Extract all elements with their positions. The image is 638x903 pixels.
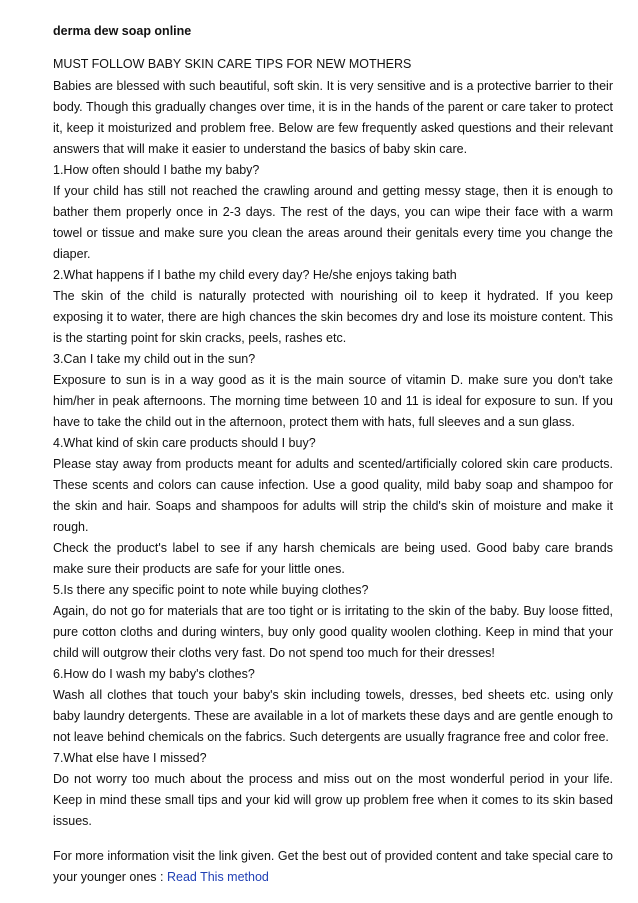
answer-3: Exposure to sun is in a way good as it is the main source of vitamin D. make sure you don't take him/her in peak afternoons. The morning time between 10 and 11 is ideal for exposure to sun. If you have to take the child out in the afternoon, protect them with hats, full sleeves and a sun glass. [53, 373, 613, 429]
read-this-method-link[interactable]: Read This method [166, 870, 269, 884]
question-3: 3.Can I take my child out in the sun? [53, 352, 256, 366]
answer-7: Do not worry too much about the process and miss out on the most wonderful period in your life. Keep in mind these small tips and your kid will grow up problem free when it comes to its skin based issues. [53, 772, 613, 828]
question-4: 4.What kind of skin care products should I buy? [53, 436, 316, 450]
answer-2: The skin of the child is naturally protected with nourishing oil to keep it hydrated. If you keep exposing it to water, there are high chances the skin becomes dry and lose its moisture content. This is the starting point for skin cracks, peels, rashes etc. [53, 289, 613, 345]
question-7: 7.What else have I missed? [53, 751, 207, 765]
question-5: 5.Is there any specific point to note while buying clothes? [53, 583, 369, 597]
answer-4: Please stay away from products meant for adults and scented/artificially colored skin care products. These scents and colors can cause infection. Use a good quality, mild baby soap and shampoo for the skin and hair. Soaps and shampoos for adults will strip the child's skin of moisture and make it rough. [53, 457, 613, 534]
answer-5: Again, do not go for materials that are too tight or is irritating to the skin of the baby. Buy loose fitted, pure cotton cloths and during winters, buy only good quality woolen clothing. Keep in mind that your child will outgrow their cloths very fast. Do not spend too much for their dresses! [53, 604, 613, 660]
answer-1: If your child has still not reached the crawling around and getting messy stage, then it is enough to bather them properly once in 2-3 days. The rest of the days, you can wipe their face with a warm towel or tissue and make sure you clean the areas around their genitals every time you change the diaper. [53, 184, 613, 261]
answer-4-continued: Check the product's label to see if any harsh chemicals are being used. Good baby care brands make sure their products are safe for your little ones. [53, 541, 613, 576]
article-heading: MUST FOLLOW BABY SKIN CARE TIPS FOR NEW MOTHERS [53, 57, 412, 71]
document-title: derma dew soap online [53, 24, 192, 38]
closing-paragraph [53, 846, 613, 888]
closing-text: For more information visit the link given. Get the best out of provided content and take special care to your younger ones : [53, 849, 613, 884]
question-2: 2.What happens if I bathe my child every day? He/she enjoys taking bath [53, 268, 457, 282]
paragraph-gap [53, 832, 613, 846]
question-1: 1.How often should I bathe my baby? [53, 163, 260, 177]
intro-paragraph: Babies are blessed with such beautiful, soft skin. It is very sensitive and is a protective barrier to their body. Though this gradually changes over time, it is in the hands of the parent or care taker to protect it, keep it moisturized and problem free. Below are few frequently asked questions and their relevant answers that will make it easier to understand the basics of baby skin care. [53, 79, 613, 156]
article-body [53, 54, 613, 888]
question-6: 6.How do I wash my baby's clothes? [53, 667, 255, 681]
answer-6: Wash all clothes that touch your baby's skin including towels, dresses, bed sheets etc. using only baby laundry detergents. These are available in a lot of markets these days and are gentle enough to not leave behind chemicals on the fabrics. Such detergents are usually fragrance free and color free. [53, 688, 613, 744]
